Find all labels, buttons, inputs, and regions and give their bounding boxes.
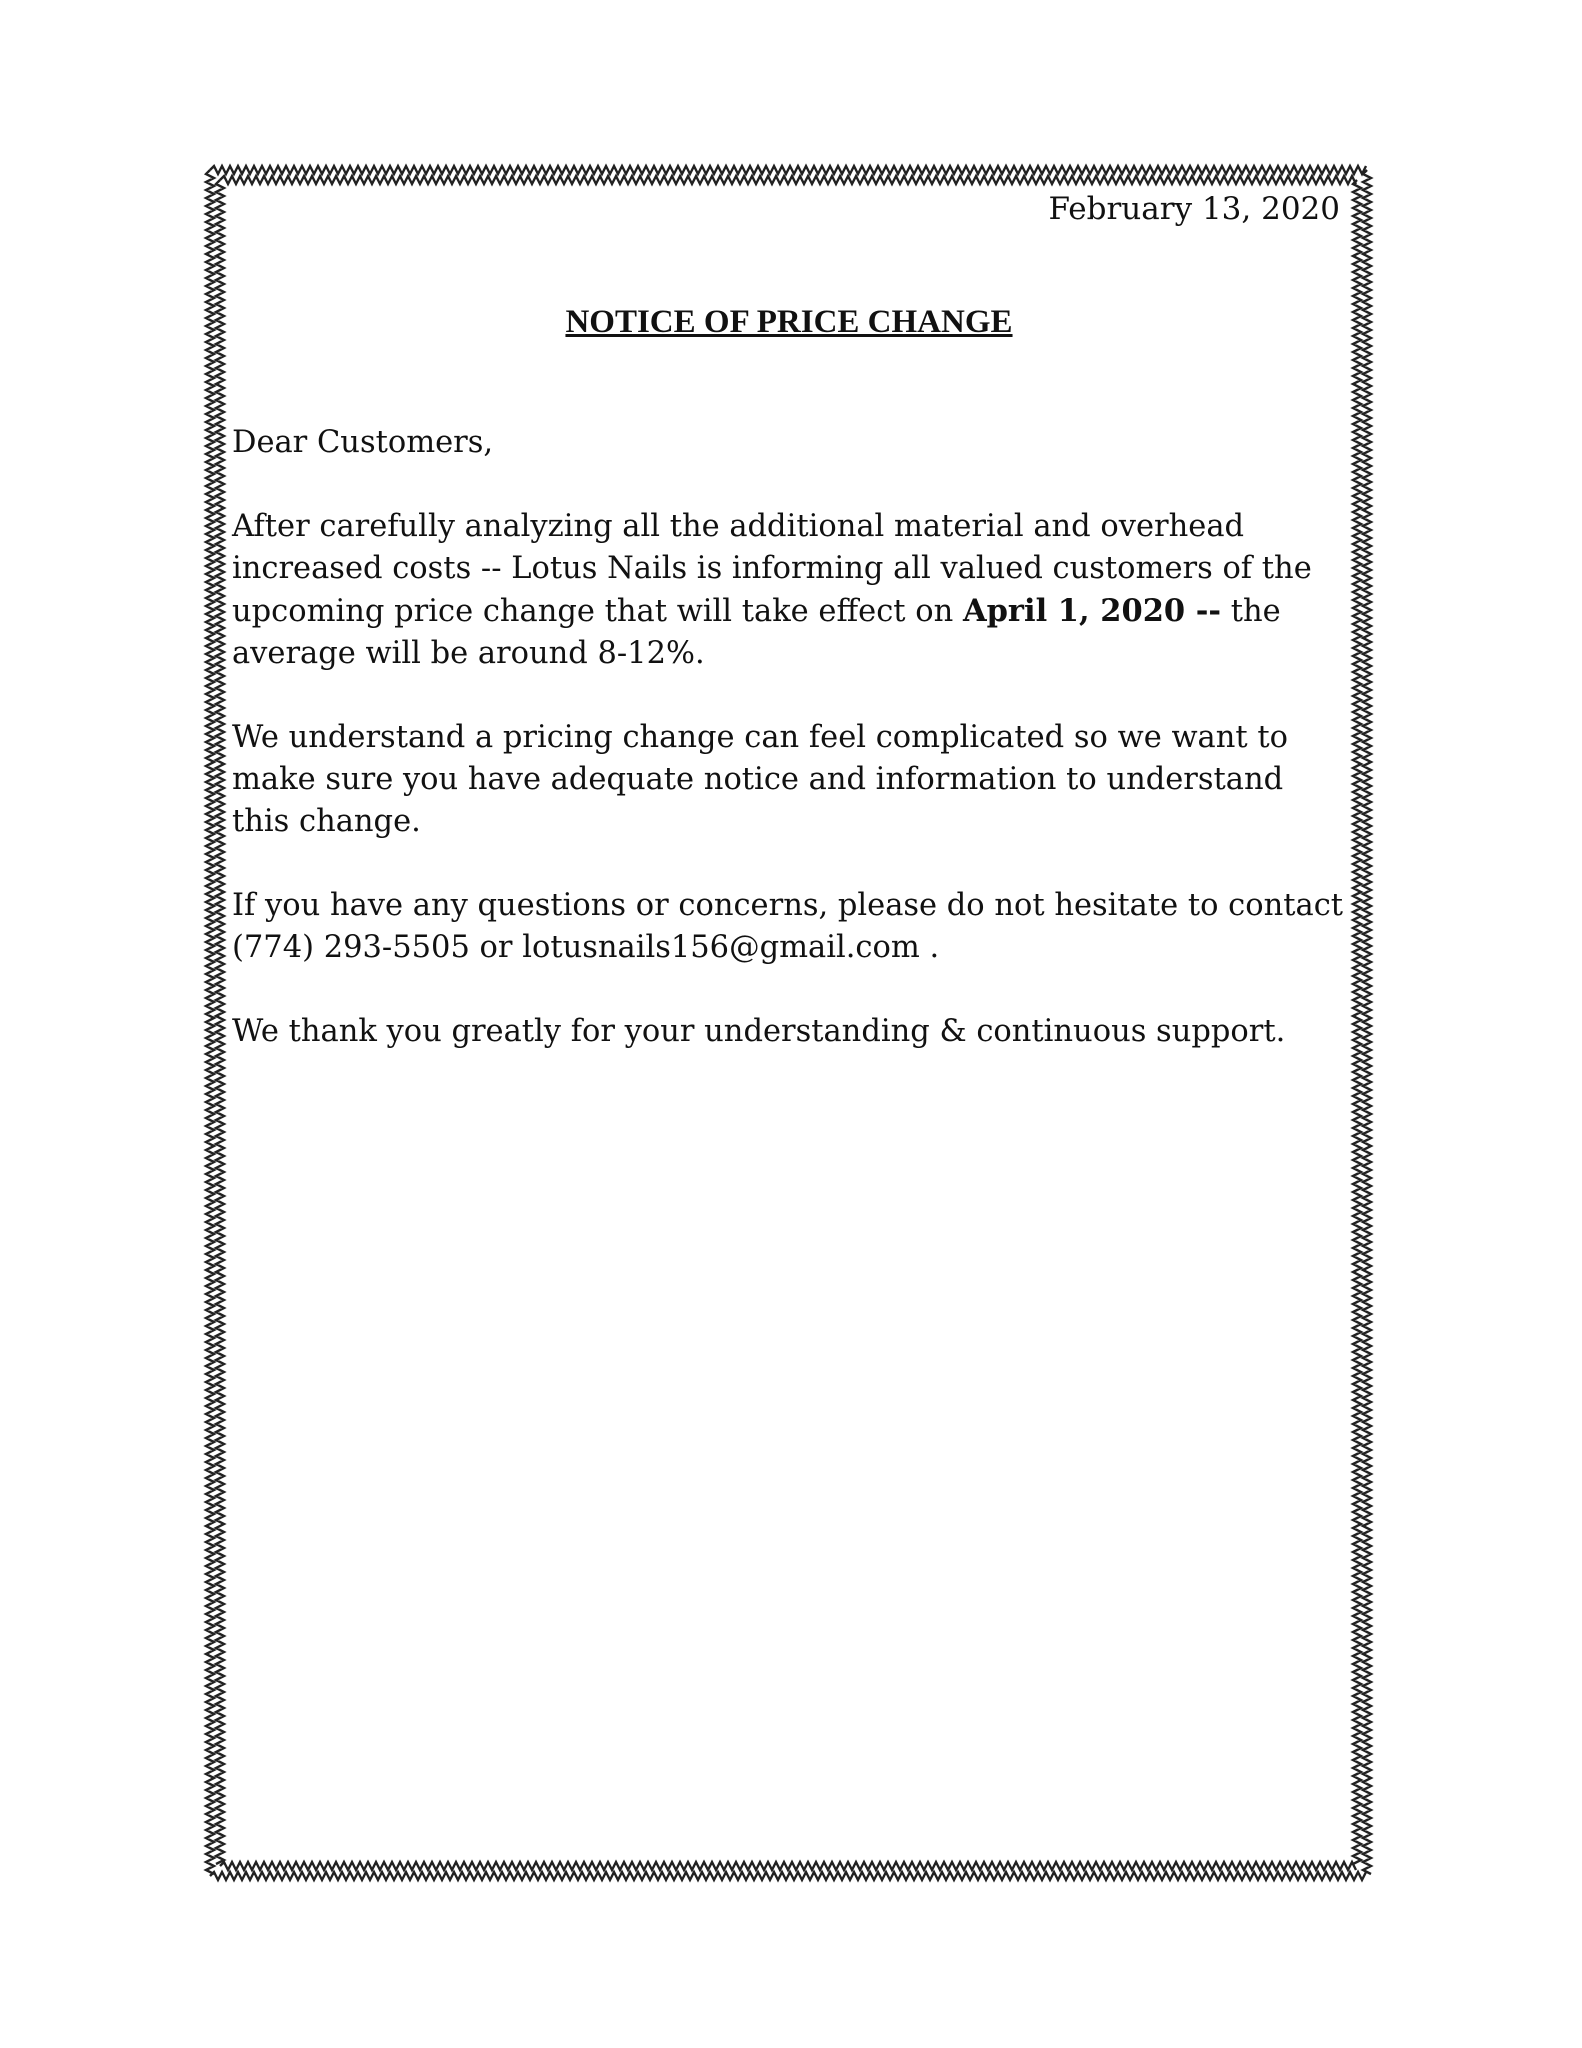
paragraph-text: or: [469, 930, 523, 965]
zigzag-border-segment: [210, 1872, 1366, 1880]
page-title: NOTICE OF PRICE CHANGE: [565, 304, 1013, 340]
letter-body: [232, 168, 1346, 1053]
contact-email: lotusnails156@gmail.com: [522, 930, 920, 965]
zigzag-border-segment: [1353, 180, 1361, 1864]
paragraph-text: After carefully analyzing all the additional material and overhead increased costs -- Lotus Nails is informing all valued customers of the upcoming price change that will take effect on: [232, 509, 1312, 629]
closing-line: We thank you greatly for your understanding & continuous support.: [232, 1014, 1286, 1049]
letter-date: February 13, 2020: [1048, 191, 1340, 227]
salutation: Dear Customers,: [232, 425, 494, 460]
paragraph-text: If you have any questions or concerns, please do not hesitate to contact: [232, 888, 1344, 923]
zigzag-border-segment: [206, 170, 214, 1874]
zigzag-border-segment: [1363, 170, 1371, 1874]
paragraph-price-change: [232, 506, 1346, 675]
contact-phone: (774) 293-5505: [232, 930, 470, 965]
paragraph-text: the average will be around 8-12%.: [232, 594, 1281, 671]
paragraph-text: .: [919, 930, 940, 965]
paragraph-contact: [232, 885, 1346, 969]
zigzag-border-segment: [216, 180, 224, 1864]
zigzag-border-segment: [220, 1862, 1356, 1870]
paragraph-understanding: We understand a pricing change can feel complicated so we want to make sure you have adequate notice and information to understand this change.: [232, 720, 1288, 839]
effective-date: April 1, 2020 --: [962, 593, 1222, 629]
